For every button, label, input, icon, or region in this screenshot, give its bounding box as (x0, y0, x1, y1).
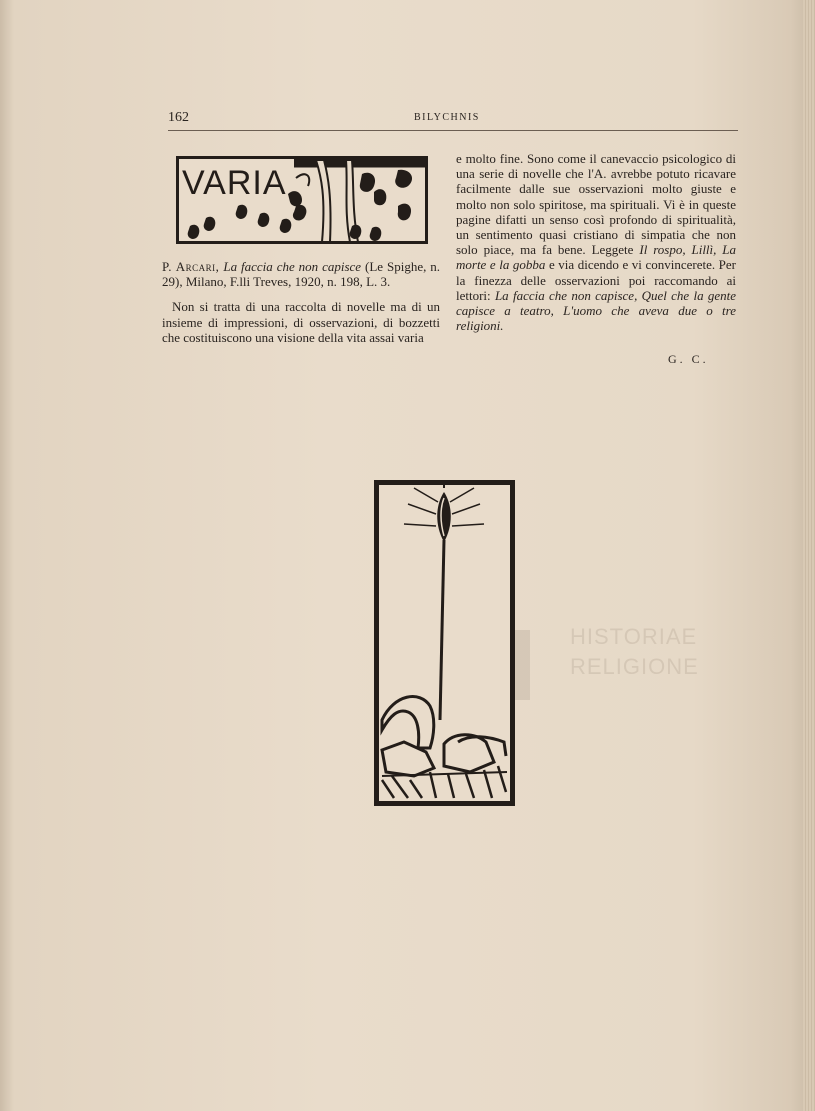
page-header (168, 110, 738, 131)
wheat-tailpiece (374, 480, 515, 806)
page-number: 162 (168, 110, 189, 125)
review-italic-titles-1: Il rospo, Lillì, La morte e la gobba (456, 242, 737, 273)
review-italic-titles-2: La faccia che non capisce, Quel che la gente capisce a teatro, L'uomo che aveva due o tre religioni. (456, 287, 736, 334)
varia-banner (176, 156, 428, 244)
watermark-line-1: HISTORIAE (570, 624, 698, 649)
svg-text:VARIA: VARIA (182, 164, 287, 202)
running-head: BILYCHNIS (414, 112, 480, 123)
citation-title: La faccia che non capisce (223, 259, 362, 274)
review-text-1: e molto fine. Sono come il canevaccio psicologico di una serie di novelle che l'A. avrebbe potuto ricavare facilmente dalle sue osservazioni molto giuste e molto non solo spiritose, ma spirituali. Vi è in queste pagine difatti un senso così profondo di spiritualità, un sentimento quasi cristiano di simpatia che non solo piace, ma fa bene. Leggete (456, 151, 736, 258)
book-citation (162, 259, 440, 289)
review-text-2: e via dicendo e vi convincerete. Per la finezza delle osservazioni poi raccomando ai lettori: (456, 257, 737, 303)
reviewer-signature: G. C. (668, 352, 709, 366)
page-edge (803, 0, 815, 1111)
left-column (162, 259, 440, 345)
citation-author: P. Arcari, (162, 259, 220, 274)
review-paragraph-continued (456, 151, 736, 333)
review-paragraph-start: Non si tratta di una raccolta di novelle ma di un insieme di impressioni, di osservazioni, di bozzetti che costituiscono una visione della vita assai varia (162, 299, 440, 345)
citation-details: (Le Spighe, n. 29), Milano, F.lli Treves, 1920, n. 198, L. 3. (162, 259, 441, 290)
watermark-line-2: RELIGIONE (570, 654, 699, 679)
varia-title (182, 164, 287, 202)
right-column (456, 151, 736, 333)
